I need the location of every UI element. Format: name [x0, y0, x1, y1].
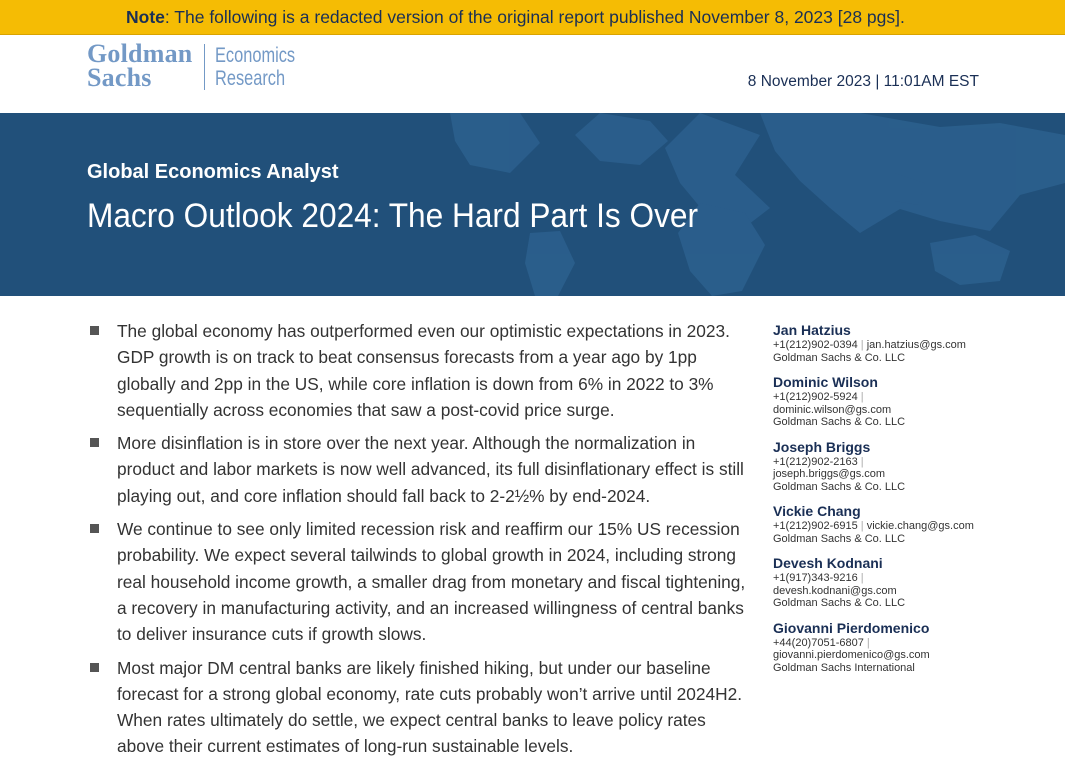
author-name: Giovanni Pierdomenico [773, 619, 930, 636]
author-name: Vickie Chang [773, 503, 861, 519]
author-email[interactable]: jan.hatzius@gs.com [866, 339, 966, 351]
authors-sidebar [773, 322, 1003, 684]
key-points-list [88, 318, 748, 767]
author-card: Giovanni Pierdomenico +44(20)7051-6807 | giovanni.pierdomenico@gs.com Goldman Sachs International [773, 620, 1003, 675]
author-card: Dominic Wilson +1(212)902-5924 | dominic.wilson@gs.com Goldman Sachs & Co. LLC [773, 374, 1003, 429]
author-phone: +1(212)902-5924 [773, 391, 858, 403]
author-firm: Goldman Sachs International [773, 661, 915, 674]
author-card: Joseph Briggs +1(212)902-2163 | joseph.briggs@gs.com Goldman Sachs & Co. LLC [773, 439, 1003, 494]
author-card: Vickie Chang +1(212)902-6915 | vickie.chang@gs.com Goldman Sachs & Co. LLC [773, 503, 1003, 545]
author-email[interactable]: devesh.kodnani@gs.com [773, 584, 897, 597]
author-card: Devesh Kodnani +1(917)343-9216 | devesh.kodnani@gs.com Goldman Sachs & Co. LLC [773, 555, 1003, 610]
key-point-text: More disinflation is in store over the next year. Although the normalization in product and labor markets is now well advanced, its full disinflationary effect is still playing out, and core inflation should fall back to 2-2½% by end-2024. [117, 433, 744, 506]
author-phone: +1(917)343-9216 [773, 572, 858, 584]
author-email[interactable]: vickie.chang@gs.com [866, 520, 974, 532]
key-point [88, 516, 748, 647]
series-name: Global Economics Analyst [87, 161, 339, 183]
key-point-text: We continue to see only limited recession risk and reaffirm our 15% US recession probability. We expect several tailwinds to global growth in 2024, including strong real household income growth, a smaller drag from monetary and fiscal tightening, a recovery in manufacturing activity, and an increased willingness of central banks to deliver insurance cuts if growth slows. [117, 519, 746, 645]
author-name: Devesh Kodnani [773, 555, 883, 571]
report-header [0, 35, 1065, 113]
author-name: Joseph Briggs [773, 438, 871, 455]
author-firm: Goldman Sachs & Co. LLC [773, 597, 906, 609]
author-phone: +44(20)7051-6807 [773, 636, 864, 649]
bullet-square-icon [90, 524, 99, 533]
key-point [88, 655, 748, 760]
bullet-square-icon [90, 438, 99, 447]
author-phone: +1(212)902-6915 [773, 520, 858, 532]
note-label: Note [126, 6, 165, 27]
logo-line2: Sachs [87, 63, 152, 92]
logo-line1: Goldman [87, 39, 193, 68]
author-firm: Goldman Sachs & Co. LLC [773, 480, 906, 493]
author-firm: Goldman Sachs & Co. LLC [773, 351, 906, 364]
author-name: Jan Hatzius [773, 322, 851, 338]
division-line2: Research [215, 67, 286, 90]
author-name: Dominic Wilson [773, 374, 878, 390]
key-point-text: Most major DM central banks are likely finished hiking, but under our baseline forecast for a strong global economy, rate cuts probably won’t arrive until 2024H2. When rates ultimately do settle, we expect central banks to leave policy rates above their current estimates of long-run sustainable levels. [117, 657, 743, 757]
report-title: Macro Outlook 2024: The Hard Part Is Over [87, 197, 699, 235]
author-email[interactable]: giovanni.pierdomenico@gs.com [773, 649, 930, 661]
author-firm: Goldman Sachs & Co. LLC [773, 416, 906, 428]
author-phone: +1(212)902-2163 [773, 455, 858, 468]
author-email[interactable]: dominic.wilson@gs.com [773, 403, 892, 416]
bullet-square-icon [90, 326, 99, 335]
key-point [88, 430, 748, 509]
title-banner [0, 113, 1065, 296]
author-email[interactable]: joseph.briggs@gs.com [773, 468, 886, 480]
goldman-sachs-logo [87, 39, 318, 92]
author-card: Jan Hatzius +1(212)902-0394 | jan.hatzius@gs.com Goldman Sachs & Co. LLC [773, 322, 1003, 364]
key-point-text: The global economy has outperformed even our optimistic expectations in 2023. GDP growth is on track to beat consensus forecasts from a year ago by 1pp globally and 2pp in the US, while core inflation is down from 6% in 2022 to 3% sequentially across economies that saw a post-covid price surge. [117, 321, 730, 420]
author-firm: Goldman Sachs & Co. LLC [773, 532, 906, 545]
note-text: : The following is a redacted version of the original report published November 8, 2023 [28 pgs]. [164, 6, 905, 27]
key-point [88, 318, 748, 423]
note-bar [0, 0, 1065, 35]
publish-datetime: 8 November 2023 | 11:01AM EST [747, 73, 979, 90]
logo-wordmark [87, 39, 193, 92]
author-phone: +1(212)902-0394 [773, 339, 858, 351]
logo-divider [204, 44, 205, 90]
division-line1: Economics [215, 44, 296, 67]
bullet-square-icon [90, 663, 99, 672]
division-name [215, 44, 295, 90]
